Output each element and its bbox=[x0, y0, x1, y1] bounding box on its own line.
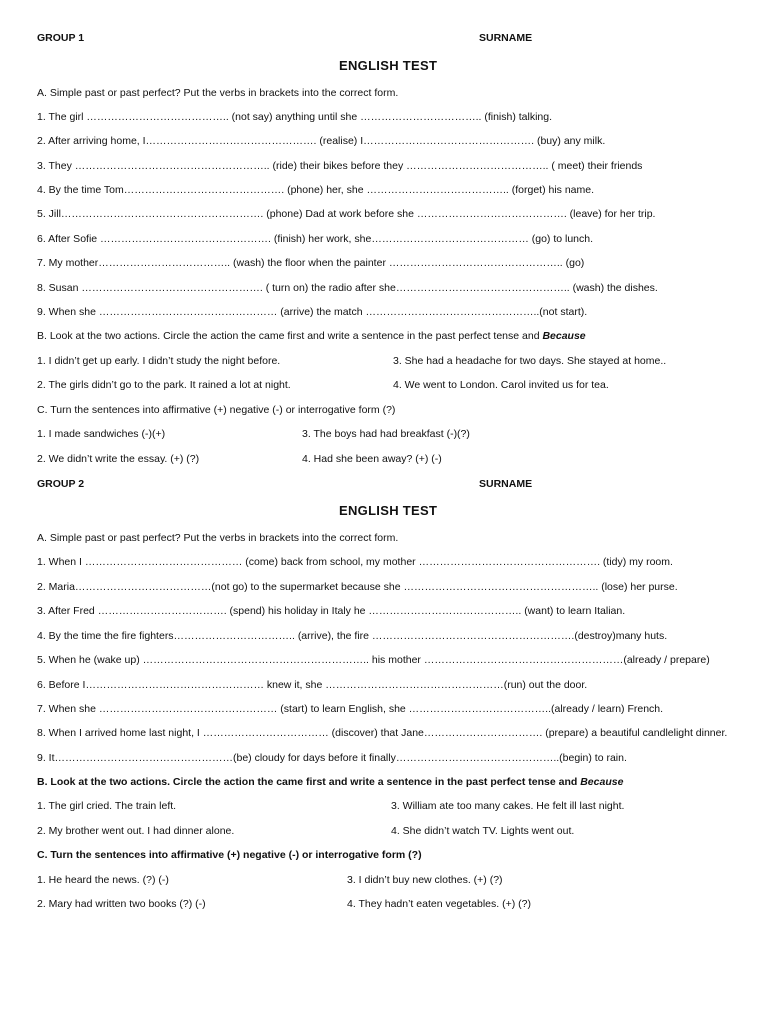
group2-label: GROUP 2 bbox=[37, 478, 85, 490]
group1-exercise-item: 4. By the time Tom………………………………………. (phone) her, she ………………………………….. (forget) his name. bbox=[37, 184, 595, 196]
group1-sectionB-item: 4. We went to London. Carol invited us for tea. bbox=[393, 379, 609, 391]
group1-sectionB-item: 3. She had a headache for two days. She stayed at home.. bbox=[393, 355, 667, 367]
group1-sectionB-heading bbox=[37, 330, 586, 342]
group2-sectionC-heading: C. Turn the sentences into affirmative (+) negative (-) or interrogative form (?) bbox=[37, 849, 422, 861]
group2-sectionB-item: 3. William ate too many cakes. He felt ill last night. bbox=[391, 800, 625, 812]
group2-exercise-item: 4. By the time the fire fighters…………………………….. (arrive), the fire ………………………………………………….(destroy)many huts. bbox=[37, 630, 668, 642]
group2-sectionB-item: 2. My brother went out. I had dinner alone. bbox=[37, 825, 235, 837]
group2-surname-label: SURNAME bbox=[479, 478, 533, 490]
group2-sectionC-item: 3. I didn’t buy new clothes. (+) (?) bbox=[347, 874, 503, 886]
group2-sectionB-item: 4. She didn’t watch TV. Lights went out. bbox=[391, 825, 575, 837]
group2-exercise-item: 3. After Fred ………………………………. (spend) his holiday in Italy he …………………………………….. (want) to learn Italian. bbox=[37, 605, 626, 617]
group2-title: ENGLISH TEST bbox=[339, 503, 438, 518]
group2-sectionC-item: 2. Mary had written two books (?) (-) bbox=[37, 898, 206, 910]
group1-exercise-item: 9. When she …………………………………………… (arrive) the match …………………………………………..(not start). bbox=[37, 306, 588, 318]
group2-exercise-item: 9. It……………………………………………(be) cloudy for days before it finally………………………………………..(begin) to rain. bbox=[37, 752, 627, 764]
group2-sectionB-heading-emphasis: Because bbox=[580, 776, 624, 788]
group1-sectionC-item: 2. We didn’t write the essay. (+) (?) bbox=[37, 453, 200, 465]
group1-exercise-item: 6. After Sofie …………………………………………. (finish) her work, she……………………………………… (go) to lunch. bbox=[37, 233, 594, 245]
group2-sectionA-heading: A. Simple past or past perfect? Put the verbs in brackets into the correct form. bbox=[37, 532, 399, 544]
group1-surname-label: SURNAME bbox=[479, 32, 533, 44]
group1-sectionB-heading-emphasis: Because bbox=[542, 330, 586, 342]
group1-title: ENGLISH TEST bbox=[339, 58, 438, 73]
group2-sectionB-item: 1. The girl cried. The train left. bbox=[37, 800, 177, 812]
group2-exercise-item: 7. When she …………………………………………… (start) to learn English, she …………………………………..(already / learn) French. bbox=[37, 703, 664, 715]
group2-exercise-item: 1. When I ……………………………………… (come) back from school, my mother ……………………………………………. (tidy) my room. bbox=[37, 556, 673, 568]
group1-sectionB-item: 2. The girls didn’t go to the park. It rained a lot at night. bbox=[37, 379, 291, 391]
group1-exercise-item: 5. Jill…………………………………………………. (phone) Dad at work before she ……………………………………. (leave) for her trip. bbox=[37, 208, 656, 220]
group2-exercise-item: 5. When he (wake up) ……………………………………………………….. his mother …………………………………………………(already / prepare) bbox=[37, 654, 710, 666]
group2-sectionC-item: 4. They hadn’t eaten vegetables. (+) (?) bbox=[347, 898, 531, 910]
group1-sectionB-item: 1. I didn’t get up early. I didn’t study the night before. bbox=[37, 355, 281, 367]
group1-sectionC-item: 4. Had she been away? (+) (-) bbox=[302, 453, 442, 465]
group1-sectionC-heading: C. Turn the sentences into affirmative (+) negative (-) or interrogative form (?) bbox=[37, 404, 396, 416]
group2-exercise-item: 6. Before I…………………………………………… knew it, she ……………………………………………(run) out the door. bbox=[37, 679, 588, 691]
group2-exercise-item: 8. When I arrived home last night, I ……………………………… (discover) that Jane……………………………. (prepare) a beautiful candlelight dinner. bbox=[37, 727, 728, 739]
group1-exercise-item: 3. They ……………………………………………….. (ride) their bikes before they ………………………………….. ( meet) their friends bbox=[37, 160, 643, 172]
group1-exercise-item: 7. My mother……………………………….. (wash) the floor when the painter ………………………………………….. (go) bbox=[37, 257, 585, 269]
group1-exercise-item: 2. After arriving home, I…………………………………………. (realise) I…………………………………………. (buy) any milk. bbox=[37, 135, 606, 147]
group2-sectionC-item: 1. He heard the news. (?) (-) bbox=[37, 874, 169, 886]
group1-exercise-item: 1. The girl ………………………………….. (not say) anything until she …………………………….. (finish) talking. bbox=[37, 111, 553, 123]
group2-exercise-item: 2. Maria…………………………………(not go) to the supermarket because she ……………………………………………….. (lose) her purse. bbox=[37, 581, 678, 593]
group2-sectionB-heading-text: B. Look at the two actions. Circle the action the came first and write a sentence in the past perfect tense and bbox=[37, 776, 581, 788]
group1-sectionC-item: 1. I made sandwiches (-)(+) bbox=[37, 428, 166, 440]
group1-sectionC-item: 3. The boys had had breakfast (-)(?) bbox=[302, 428, 470, 440]
group2-sectionB-heading bbox=[37, 776, 623, 788]
group1-exercise-item: 8. Susan ……………………………………………. ( turn on) the radio after she………………………………………….. (wash) the dishes. bbox=[37, 282, 658, 294]
group1-label: GROUP 1 bbox=[37, 32, 85, 44]
group1-sectionA-heading: A. Simple past or past perfect? Put the verbs in brackets into the correct form. bbox=[37, 87, 399, 99]
group1-sectionB-heading-text: B. Look at the two actions. Circle the action the came first and write a sentence in the past perfect tense and bbox=[37, 330, 543, 342]
